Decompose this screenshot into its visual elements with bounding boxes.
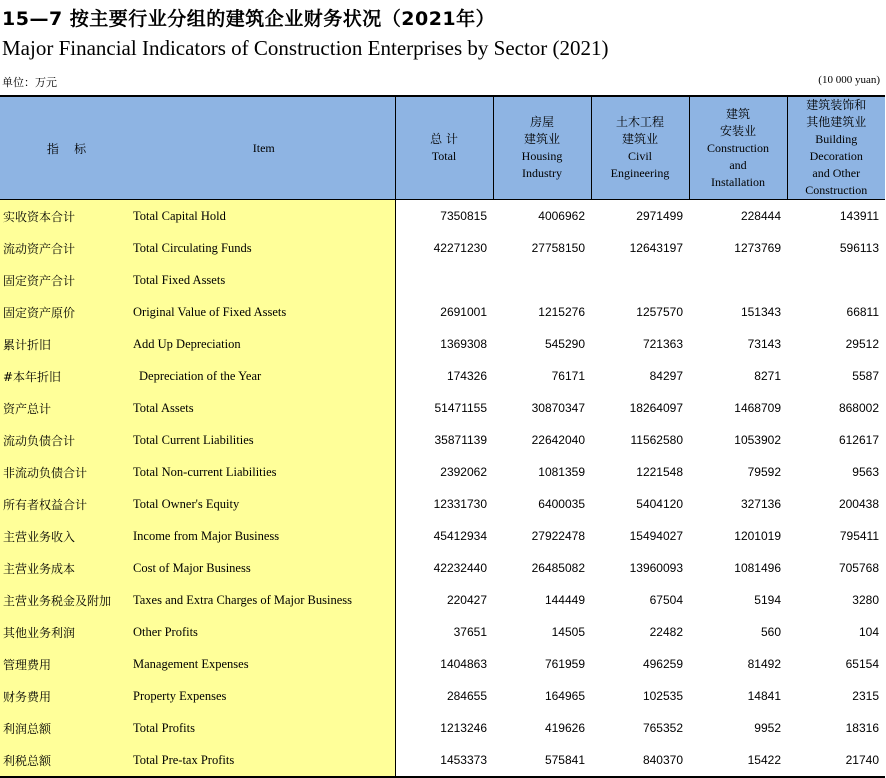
row-label-en: Taxes and Extra Charges of Major Business <box>133 584 395 616</box>
row-value: 496259 <box>642 657 683 671</box>
row-label-en: Original Value of Fixed Assets <box>133 296 395 328</box>
row-value: 102535 <box>642 689 683 703</box>
row-label-en: Total Current Liabilities <box>133 424 395 456</box>
row-value: 22482 <box>649 625 683 639</box>
row-value <box>395 264 493 296</box>
row-label-cn: 主营业务成本 <box>0 552 133 584</box>
header-indicator-cn: 指 标 <box>0 96 133 200</box>
row-value: 575841 <box>493 744 591 777</box>
header-item-en: Item <box>133 96 395 200</box>
row-value: 1221548 <box>636 465 683 479</box>
row-value: 1213246 <box>395 712 493 744</box>
row-value: 1257570 <box>636 305 683 319</box>
row-label-en: Add Up Depreciation <box>133 328 395 360</box>
row-value: 14505 <box>551 625 585 639</box>
row-value: 37651 <box>395 616 493 648</box>
financial-indicators-table <box>0 95 885 778</box>
row-label-cn: 所有者权益合计 <box>0 488 133 520</box>
row-label-en: Total Pre-tax Profits <box>133 744 395 777</box>
row-value: 1081359 <box>538 465 585 479</box>
row-value: 1215276 <box>538 305 585 319</box>
row-label-cn: 财务费用 <box>0 680 133 712</box>
table-row <box>0 360 885 392</box>
header-col-civil: 土木工程 建筑业 Civil Engineering <box>591 96 689 200</box>
row-value: 795411 <box>839 529 879 543</box>
row-value: 2971499 <box>636 209 683 223</box>
row-value: 84297 <box>649 369 683 383</box>
table-row <box>0 616 885 648</box>
row-value: 612617 <box>838 433 879 447</box>
table-row <box>0 488 885 520</box>
row-label-en: Management Expenses <box>133 648 395 680</box>
row-label-cn: 流动负债合计 <box>0 424 133 456</box>
table-row <box>0 392 885 424</box>
row-label-cn: 固定资产原价 <box>0 296 133 328</box>
row-label-cn: 利税总额 <box>0 744 133 777</box>
row-value: 12643197 <box>629 241 683 255</box>
table-row <box>0 424 885 456</box>
table-row <box>0 648 885 680</box>
row-value: 3280 <box>852 593 879 607</box>
row-value: 26485082 <box>531 561 585 575</box>
row-value: 1201019 <box>734 529 781 543</box>
row-label-en: Total Owner's Equity <box>133 488 395 520</box>
row-label-en: Total Assets <box>133 392 395 424</box>
row-label-cn: 利润总额 <box>0 712 133 744</box>
table-row <box>0 680 885 712</box>
row-value: 15422 <box>689 744 787 777</box>
row-value: 868002 <box>838 401 879 415</box>
row-value: 81492 <box>747 657 781 671</box>
table-row <box>0 296 885 328</box>
row-value: 228444 <box>740 209 781 223</box>
row-value: 1468709 <box>734 401 781 415</box>
row-value: 1053902 <box>734 433 781 447</box>
row-value: 35871139 <box>395 424 493 456</box>
row-value: 65154 <box>845 657 879 671</box>
row-value: 45412934 <box>395 520 493 552</box>
row-label-en: Total Non-current Liabilities <box>133 456 395 488</box>
header-col-decoration: 建筑装饰和 其他建筑业 Building Decoration and Other Construction <box>787 96 885 200</box>
row-value: 13960093 <box>629 561 683 575</box>
header-col-total: 总 计 Total <box>395 96 493 200</box>
row-value: 9952 <box>754 721 781 735</box>
table-header-row <box>0 96 885 200</box>
row-label-cn: 非流动负债合计 <box>0 456 133 488</box>
row-value: 721363 <box>642 337 683 351</box>
row-value: 73143 <box>747 337 781 351</box>
row-value: 18264097 <box>629 401 683 415</box>
row-value: 42232440 <box>395 552 493 584</box>
row-value: 9563 <box>852 465 879 479</box>
table-row <box>0 712 885 744</box>
row-value: 596113 <box>839 241 879 255</box>
row-value <box>493 264 591 296</box>
row-value <box>591 264 689 296</box>
page-title-en: Major Financial Indicators of Construction Enterprises by Sector (2021) <box>2 36 609 60</box>
row-value: 51471155 <box>395 392 493 424</box>
row-value: 11562580 <box>630 433 683 447</box>
row-value: 18316 <box>845 721 879 735</box>
row-value: 104 <box>858 625 879 639</box>
row-label-en: Other Profits <box>133 616 395 648</box>
row-value: 1453373 <box>395 744 493 777</box>
row-value: 2315 <box>852 689 879 703</box>
row-value: 5194 <box>754 593 781 607</box>
row-value: 66811 <box>846 305 879 319</box>
row-value: 14841 <box>747 689 781 703</box>
row-value: 8271 <box>754 369 781 383</box>
row-value: 765352 <box>642 721 683 735</box>
table-row <box>0 520 885 552</box>
row-label-en: Total Capital Hold <box>133 200 395 233</box>
row-label-cn: 流动资产合计 <box>0 232 133 264</box>
row-label-cn: 主营业务税金及附加 <box>0 584 133 616</box>
row-value <box>689 264 787 296</box>
row-label-en: Total Profits <box>133 712 395 744</box>
row-value: 200438 <box>838 497 879 511</box>
row-value: 76171 <box>551 369 585 383</box>
row-value: 840370 <box>591 744 689 777</box>
row-value: 1273769 <box>734 241 781 255</box>
row-value: 545290 <box>544 337 585 351</box>
row-value: 560 <box>760 625 781 639</box>
row-value: 42271230 <box>395 232 493 264</box>
row-value: 21740 <box>787 744 885 777</box>
row-value: 27922478 <box>531 529 585 543</box>
row-value: 12331730 <box>395 488 493 520</box>
header-col-housing: 房屋 建筑业 Housing Industry <box>493 96 591 200</box>
row-value: 143911 <box>839 209 879 223</box>
table-row <box>0 456 885 488</box>
row-label-en: Income from Major Business <box>133 520 395 552</box>
page-title-cn: 15—7 按主要行业分组的建筑企业财务状况（2021年） <box>2 8 496 30</box>
row-value: 1369308 <box>395 328 493 360</box>
row-value: 220427 <box>395 584 493 616</box>
row-label-cn: 实收资本合计 <box>0 200 133 233</box>
header-col-installation: 建筑 安装业 Construction and Installation <box>689 96 787 200</box>
row-value: 27758150 <box>531 241 585 255</box>
unit-label-cn: 单位：万元 <box>2 76 57 89</box>
row-value: 5587 <box>852 369 879 383</box>
row-value: 7350815 <box>395 200 493 233</box>
row-label-cn: 累计折旧 <box>0 328 133 360</box>
row-label-cn: 资产总计 <box>0 392 133 424</box>
unit-label-en: (10 000 yuan) <box>818 74 880 86</box>
row-value: 30870347 <box>531 401 585 415</box>
table-row <box>0 552 885 584</box>
row-value: 761959 <box>544 657 585 671</box>
row-value: 79592 <box>747 465 781 479</box>
row-value: 151343 <box>740 305 781 319</box>
row-value: 419626 <box>544 721 585 735</box>
row-label-cn: 固定资产合计 <box>0 264 133 296</box>
row-value: 2392062 <box>395 456 493 488</box>
row-value: 174326 <box>395 360 493 392</box>
row-label-cn: #本年折旧 <box>0 360 133 392</box>
row-value: 327136 <box>740 497 781 511</box>
row-value: 144449 <box>544 593 585 607</box>
row-label-cn: 其他业务利润 <box>0 616 133 648</box>
row-label-en: Total Circulating Funds <box>133 232 395 264</box>
table-row <box>0 328 885 360</box>
row-value: 6400035 <box>538 497 585 511</box>
table-row <box>0 584 885 616</box>
row-label-en: Depreciation of the Year <box>133 360 395 392</box>
row-label-cn: 主营业务收入 <box>0 520 133 552</box>
row-value: 284655 <box>395 680 493 712</box>
table-row <box>0 744 885 777</box>
row-value <box>787 264 885 296</box>
row-label-en: Property Expenses <box>133 680 395 712</box>
row-value: 22642040 <box>531 433 585 447</box>
table-row <box>0 200 885 233</box>
row-label-en: Total Fixed Assets <box>133 264 395 296</box>
row-value: 15494027 <box>629 529 683 543</box>
table-row <box>0 232 885 264</box>
row-value: 1404863 <box>395 648 493 680</box>
row-label-en: Cost of Major Business <box>133 552 395 584</box>
row-value: 4006962 <box>538 209 585 223</box>
row-value: 67504 <box>649 593 683 607</box>
row-value: 705768 <box>838 561 879 575</box>
row-value: 164965 <box>544 689 585 703</box>
row-value: 29512 <box>845 337 879 351</box>
row-value: 1081496 <box>734 561 781 575</box>
row-value: 5404120 <box>636 497 683 511</box>
row-value: 2691001 <box>395 296 493 328</box>
table-row <box>0 264 885 296</box>
row-label-cn: 管理费用 <box>0 648 133 680</box>
